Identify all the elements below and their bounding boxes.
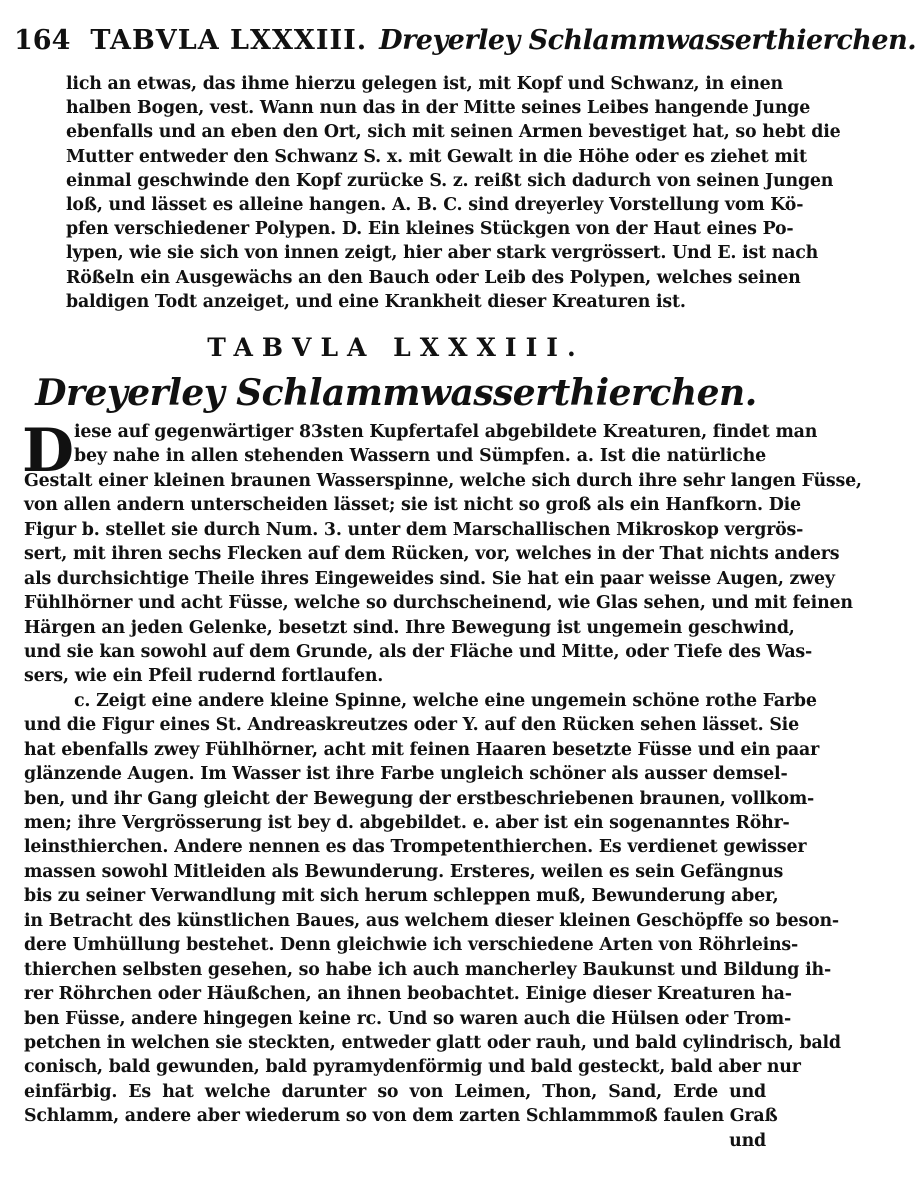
text-line: petchen in welchen sie steckten, entweder glatt oder rauh, und bald cylindrisch, bald bbox=[24, 1032, 841, 1053]
continued-paragraph bbox=[66, 72, 841, 314]
text-line: leinsthierchen. Andere nennen es das Trompetenthierchen. Es verdienet gewisser bbox=[24, 837, 807, 858]
text-line: als durchsichtige Theile ihres Eingeweides sind. Sie hat ein paar weisse Augen, zwey bbox=[24, 568, 835, 589]
text-line: dere Umhüllung bestehet. Denn gleichwie ich verschiedene Arten von Röhrleins- bbox=[24, 935, 799, 956]
text-line: ben Füsse, andere hingegen keine rc. Und so waren auch die Hülsen oder Trom- bbox=[24, 1008, 792, 1029]
main-paragraph bbox=[22, 416, 862, 1153]
text-line: Härgen an jeden Gelenke, besetzt sind. Ihre Bewegung ist ungemein geschwind, bbox=[24, 617, 795, 638]
text-line: Schlamm, andere aber wiederum so von dem zarten Schlammmoß faulen Graß bbox=[24, 1106, 778, 1127]
text-line: iese auf gegenwärtiger 83sten Kupfertafel abgebildete Kreaturen, findet man bbox=[74, 422, 818, 442]
text-line: und die Figur eines St. Andreaskreutzes oder Y. auf den Rücken sehen lässet. Sie bbox=[24, 715, 799, 736]
text-line: loß, und lässet es alleine hangen. A. B. C. sind dreyerley Vorstellung vom Kö- bbox=[66, 194, 804, 215]
text-line: hat ebenfalls zwey Fühlhörner, acht mit feinen Haaren besetzte Füsse und ein paar bbox=[24, 739, 820, 760]
text-line: bey nahe in allen stehenden Wassern und Sümpfen. a. Ist die natürliche bbox=[74, 446, 766, 467]
text-line: lich an etwas, das ihme hierzu gelegen ist, mit Kopf und Schwanz, in einen bbox=[66, 74, 783, 94]
text-line: massen sowohl Mitleiden als Bewunderung. Ersteres, weilen es sein Gefängnus bbox=[24, 861, 784, 882]
text-line: halben Bogen, vest. Wann nun das in der Mitte seines Leibes hangende Junge bbox=[66, 98, 811, 119]
text-line: men; ihre Vergrösserung ist bey d. abgebildet. e. aber ist ein sogenanntes Röhr- bbox=[24, 813, 790, 833]
running-head-tabula: TABVLA LXXXIII. bbox=[90, 25, 368, 56]
running-head bbox=[14, 18, 916, 64]
text-line: ebenfalls und an eben den Ort, sich mit seinen Armen bevestiget hat, so hebt die bbox=[66, 122, 841, 143]
running-head-title: Dreyerley Schlammwasserthierchen. bbox=[379, 25, 916, 56]
page-number: 164 bbox=[14, 25, 71, 56]
section-subtitle: Dreyerley Schlammwasserthierchen. bbox=[35, 372, 757, 414]
text-line: c. Zeigt eine andere kleine Spinne, welche eine ungemein schöne rothe Farbe bbox=[74, 690, 817, 711]
text-line: glänzende Augen. Im Wasser ist ihre Farbe ungleich schöner als ausser demsel- bbox=[24, 764, 788, 785]
text-line: baldigen Todt anzeiget, und eine Krankheit dieser Kreaturen ist. bbox=[66, 291, 686, 312]
text-line: in Betracht des künstlichen Baues, aus welchem dieser kleinen Geschöpffe so beson- bbox=[24, 910, 839, 931]
text-line: thierchen selbsten gesehen, so habe ich auch mancherley Baukunst und Bildung ih- bbox=[24, 959, 831, 980]
text-line: lypen, wie sie sich von innen zeigt, hier aber stark vergrössert. Und E. ist nach bbox=[66, 243, 819, 264]
text-line: Fühlhörner und acht Füsse, welche so durchscheinend, wie Glas sehen, und mit feinen bbox=[24, 593, 853, 614]
text-line: einfärbig. Es hat welche darunter so von Leimen, Thon, Sand, Erde und bbox=[24, 1081, 766, 1102]
drop-cap: D bbox=[22, 416, 75, 486]
text-line: sers, wie ein Pfeil rudernd fortlaufen. bbox=[24, 666, 384, 687]
text-line: ben, und ihr Gang gleicht der Bewegung der erstbeschriebenen braunen, vollkom- bbox=[24, 788, 815, 809]
text-line: pfen verschiedener Polypen. D. Ein kleines Stückgen von der Haut eines Po- bbox=[66, 219, 794, 240]
text-line: und sie kan sowohl auf dem Grunde, als der Fläche und Mitte, oder Tiefe des Was- bbox=[24, 641, 813, 662]
text-line: bis zu seiner Verwandlung mit sich herum schleppen muß, Bewunderung aber, bbox=[24, 886, 779, 907]
text-line: conisch, bald gewunden, bald pyramydenförmig und bald gesteckt, bald aber nur bbox=[24, 1057, 801, 1078]
text-line: Rößeln ein Ausgewächs an den Bauch oder Leib des Polypen, welches seinen bbox=[66, 267, 801, 288]
text-line: sert, mit ihren sechs Flecken auf dem Rücken, vor, welches in der That nichts anders bbox=[24, 544, 840, 565]
text-line: von allen andern unterscheiden lässet; sie ist nicht so groß als ein Hanfkorn. Die bbox=[24, 495, 801, 516]
text-line: einmal geschwinde den Kopf zurücke S. z. reißt sich dadurch von seinen Jungen bbox=[66, 170, 834, 191]
text-line: Figur b. stellet sie durch Num. 3. unter dem Marschallischen Mikroskop vergrös- bbox=[24, 519, 804, 540]
catchword: und bbox=[729, 1130, 766, 1151]
text-line: Mutter entweder den Schwanz S. x. mit Gewalt in die Höhe oder es ziehet mit bbox=[66, 146, 807, 167]
section-title: TABVLA LXXXIII. bbox=[207, 333, 585, 362]
text-line: rer Röhrchen oder Häußchen, an ihnen beobachtet. Einige dieser Kreaturen ha- bbox=[24, 984, 792, 1005]
text-line: Gestalt einer kleinen braunen Wasserspinne, welche sich durch ihre sehr langen Füsse, bbox=[24, 470, 862, 491]
